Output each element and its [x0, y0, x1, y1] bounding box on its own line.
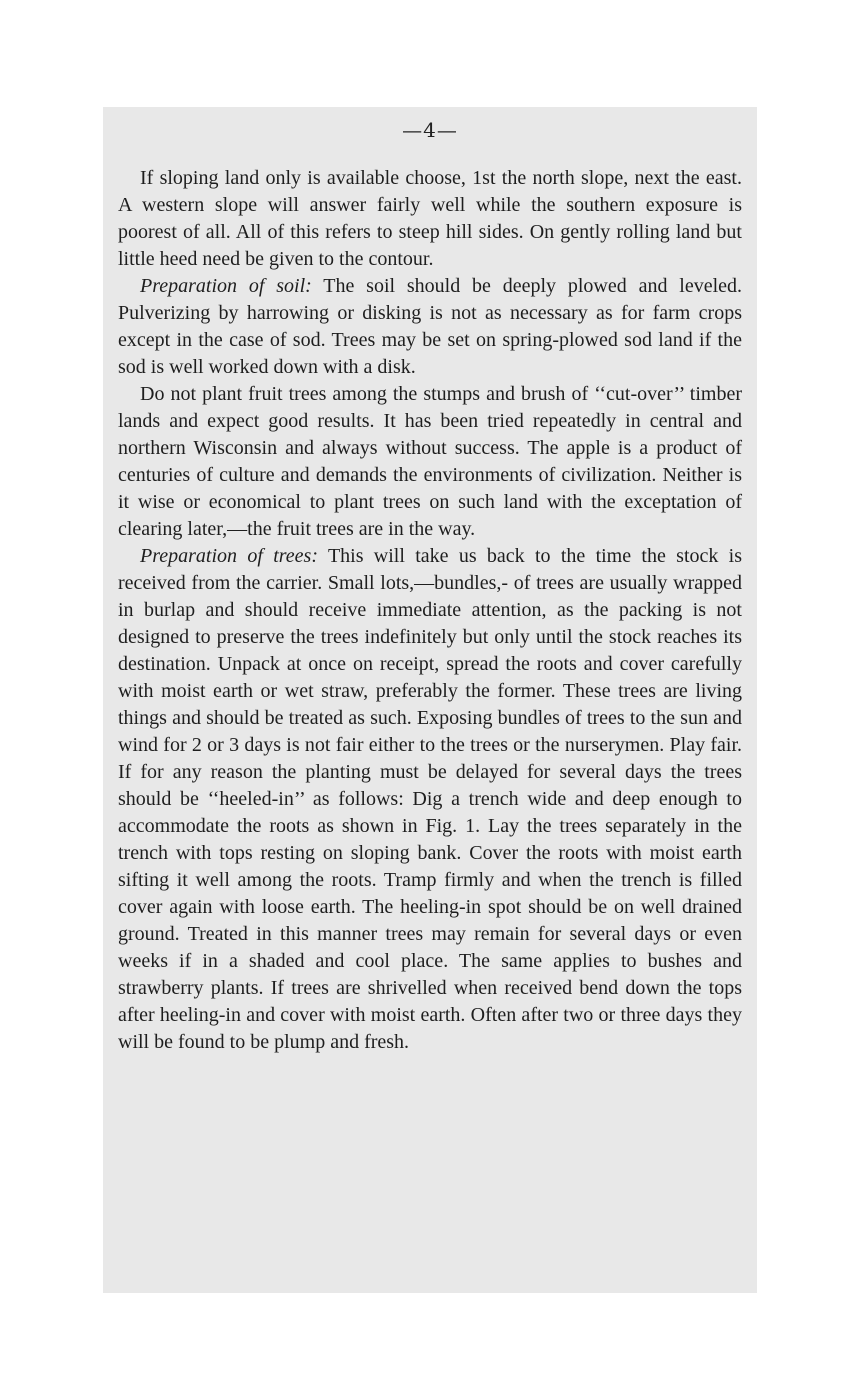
- paragraph-text: If sloping land only is available choose, 1st the north slope, next the east. A western slope will answer fairly well while the southern exposure is poorest of all. All of this refers to steep hill sides. On gently rolling land but little heed need be given to the contour.: [118, 167, 742, 270]
- paragraph-preparation-of-soil: [118, 273, 742, 381]
- page-number: —4—: [402, 118, 458, 142]
- paragraph-text: Do not plant fruit trees among the stumps and brush of ‘‘cut-over’’ timber lands and expect good results. It has been tried repeatedly in central and northern Wisconsin and always without success. The apple is a product of centuries of culture and demands the environments of civilization. Neither is it wise or economical to plant trees on such land with the exceptation of clearing later,—the fruit trees are in the way.: [118, 383, 742, 540]
- paragraph-sloping-land: [118, 165, 742, 273]
- paragraph-text: This will take us back to the time the stock is received from the carrier. Small lots,—bundles,- of trees are usually wrapped in burlap and should receive immediate attention, as the packing is not designed to preserve the trees indefinitely but only until the stock reaches its destination. Unpack at once on receipt, spread the roots and cover carefully with moist earth or wet straw, preferably the former. These trees are living things and should be treated as such. Exposing bundles of trees to the sun and wind for 2 or 3 days is not fair either to the trees or the nurserymen. Play fair. If for any reason the planting must be delayed for several days the trees should be ‘‘heeled-in’’ as follows: Dig a trench wide and deep enough to accommodate the roots as shown in Fig. 1. Lay the trees separately in the trench with tops resting on sloping bank. Cover the roots with moist earth sifting it well among the roots. Tramp firmly and when the trench is filled cover again with loose earth. The heeling-in spot should be on well drained ground. Treated in this manner trees may remain for several days or even weeks if in a shaded and cool place. The same applies to bushes and strawberry plants. If trees are shrivelled when received bend down the tops after heeling-in and cover with moist earth. Often after two or three days they will be found to be plump and fresh.: [118, 545, 743, 1053]
- page-sheet: [103, 107, 757, 1293]
- paragraph-text: The soil should be deeply plowed and leveled. Pulverizing by harrowing or disking is not as necessary as for farm crops except in the case of sod. Trees may be set on spring-plowed sod land if the sod is well worked down with a disk.: [118, 275, 743, 378]
- paragraph-cut-over-lands: [118, 381, 742, 543]
- paragraph-preparation-of-trees: [118, 543, 742, 1056]
- section-heading: Preparation of soil:: [140, 275, 312, 297]
- body-text: [118, 165, 742, 1056]
- section-heading: Preparation of trees:: [140, 545, 318, 567]
